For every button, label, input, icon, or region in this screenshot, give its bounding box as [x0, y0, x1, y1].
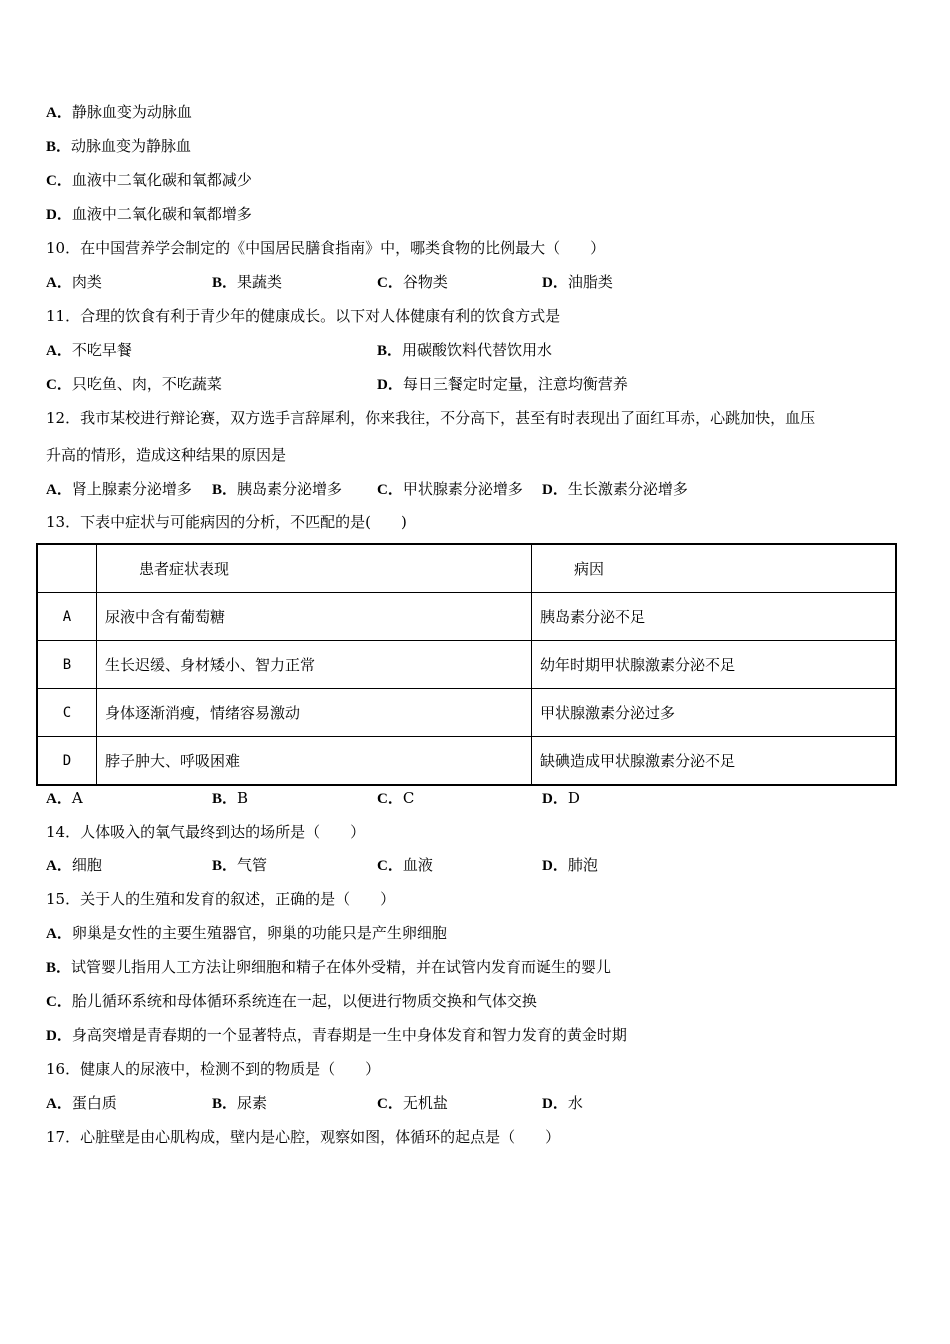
q10-option-d: D．油脂类	[542, 273, 613, 291]
q14-stem: 14．人体吸入的氧气最终到达的场所是（ ）	[46, 823, 366, 841]
table-cell: 甲状腺激素分泌过多	[532, 689, 897, 737]
table-cell: D	[37, 737, 97, 786]
q10-option-b: B．果蔬类	[212, 273, 283, 291]
q16-option-b: B．尿素	[212, 1094, 268, 1112]
table-cell: 胰岛素分泌不足	[532, 593, 897, 641]
table-cell: 身体逐渐消瘦，情绪容易激动	[97, 689, 532, 737]
q12-option-a: A．肾上腺素分泌增多	[46, 480, 192, 498]
q15-option-d: D．身高突增是青春期的一个显著特点，青春期是一生中身体发育和智力发育的黄金时期	[46, 1026, 627, 1044]
table-header-row	[37, 544, 896, 593]
q14-option-c: C．血液	[377, 856, 433, 874]
q12-option-d: D．生长激素分泌增多	[542, 480, 688, 498]
table-cell: B	[37, 641, 97, 689]
q9-option-b: B．动脉血变为静脉血	[46, 137, 192, 155]
q10-stem: 10．在中国营养学会制定的《中国居民膳食指南》中，哪类食物的比例最大（ ）	[46, 239, 606, 257]
q12-option-c: C．甲状腺素分泌增多	[377, 480, 523, 498]
q16-stem: 16．健康人的尿液中，检测不到的物质是（ ）	[46, 1060, 381, 1078]
q16-option-c: C．无机盐	[377, 1094, 448, 1112]
q9-option-d: D．血液中二氧化碳和氧都增多	[46, 205, 252, 223]
table-row	[37, 737, 896, 786]
table-header-cell	[37, 544, 97, 593]
table-header-cell: 病因	[532, 544, 897, 593]
table-cell: 尿液中含有葡萄糖	[97, 593, 532, 641]
q10-option-a: A．肉类	[46, 273, 102, 291]
q11-option-c: C．只吃鱼、肉，不吃蔬菜	[46, 375, 222, 393]
symptom-cause-table	[36, 543, 897, 786]
q15-stem: 15．关于人的生殖和发育的叙述，正确的是（ ）	[46, 890, 396, 908]
q14-option-a: A．细胞	[46, 856, 102, 874]
table-row	[37, 689, 896, 737]
table-row	[37, 593, 896, 641]
q13-option-c: C．C	[377, 789, 415, 807]
q17-stem: 17．心脏壁是由心肌构成，壁内是心腔，观察如图，体循环的起点是（ ）	[46, 1128, 561, 1146]
q12-stem-line2: 升高的情形，造成这种结果的原因是	[46, 446, 287, 464]
q15-option-b: B．试管婴儿指用人工方法让卵细胞和精子在体外受精，并在试管内发育而诞生的婴儿	[46, 958, 612, 976]
q16-option-d: D．水	[542, 1094, 583, 1112]
table-row	[37, 641, 896, 689]
table-cell: 脖子肿大、呼吸困难	[97, 737, 532, 786]
q11-stem: 11．合理的饮食有利于青少年的健康成长。以下对人体健康有利的饮食方式是	[46, 307, 561, 325]
q12-option-b: B．胰岛素分泌增多	[212, 480, 343, 498]
table-cell: 幼年时期甲状腺激素分泌不足	[532, 641, 897, 689]
q14-option-d: D．肺泡	[542, 856, 598, 874]
q15-option-c: C．胎儿循环系统和母体循环系统连在一起，以便进行物质交换和气体交换	[46, 992, 537, 1010]
q11-option-a: A．不吃早餐	[46, 341, 132, 359]
q13-option-b: B．B	[212, 789, 249, 807]
q13-option-d: D．D	[542, 789, 580, 807]
table-header-cell: 患者症状表现	[97, 544, 532, 593]
q14-option-b: B．气管	[212, 856, 268, 874]
table-cell: 缺碘造成甲状腺激素分泌不足	[532, 737, 897, 786]
q13-option-a: A．A	[46, 789, 83, 807]
q13-stem: 13．下表中症状与可能病因的分析，不匹配的是( )	[46, 513, 407, 531]
q10-option-c: C．谷物类	[377, 273, 448, 291]
q12-stem-line1: 12．我市某校进行辩论赛，双方选手言辞犀利，你来我往，不分高下，甚至有时表现出了面红耳赤，心跳加快，血压	[46, 409, 816, 427]
q15-option-a: A．卵巢是女性的主要生殖器官，卵巢的功能只是产生卵细胞	[46, 924, 447, 942]
q9-option-a: A．静脉血变为动脉血	[46, 103, 192, 121]
table-cell: C	[37, 689, 97, 737]
q11-option-d: D．每日三餐定时定量，注意均衡营养	[377, 375, 628, 393]
q16-option-a: A．蛋白质	[46, 1094, 117, 1112]
table-cell: A	[37, 593, 97, 641]
q11-option-b: B．用碳酸饮料代替饮用水	[377, 341, 553, 359]
q9-option-c: C．血液中二氧化碳和氧都减少	[46, 171, 252, 189]
table-cell: 生长迟缓、身材矮小、智力正常	[97, 641, 532, 689]
